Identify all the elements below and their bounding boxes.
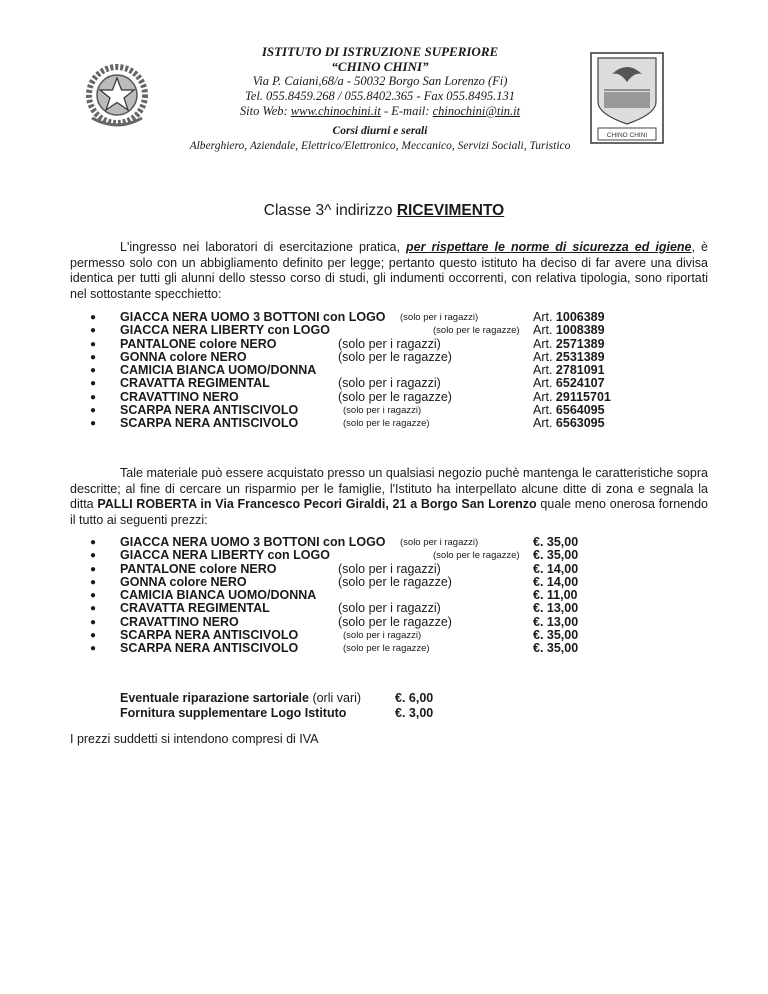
item-code bbox=[533, 417, 605, 430]
extra-row bbox=[120, 705, 434, 721]
school-crest-icon bbox=[590, 52, 664, 144]
item-note: (solo per i ragazzi) bbox=[400, 537, 479, 548]
class-prefix: Classe 3^ indirizzo bbox=[263, 202, 397, 219]
item-price: €. 35,00 bbox=[533, 628, 579, 643]
code-label: Art. bbox=[533, 376, 556, 391]
price-row bbox=[90, 576, 650, 589]
item-note: (solo per i ragazzi) bbox=[338, 601, 441, 616]
shop-text-2: quale meno onerosa fornendo il tutto ai seguenti prezzi: bbox=[70, 497, 708, 527]
item-code bbox=[533, 338, 605, 351]
item-price: €. 35,00 bbox=[533, 548, 579, 563]
code-label: Art. bbox=[533, 416, 556, 431]
email-label: - E-mail: bbox=[380, 104, 433, 118]
item-name: CRAVATTINO NERO bbox=[120, 389, 239, 404]
item-note: (solo per i ragazzi) bbox=[338, 561, 441, 576]
intro-text-1: L'ingresso nei laboratori di esercitazione pratica, bbox=[120, 240, 407, 254]
item-note: (solo per le ragazze) bbox=[338, 614, 452, 629]
item-code bbox=[533, 324, 605, 337]
code-label: Art. bbox=[533, 310, 556, 324]
courses-list: Alberghiero, Aziendale, Elettrico/Elettronico, Meccanico, Servizi Sociali, Turistico bbox=[189, 140, 571, 152]
item-note: (solo per le ragazze) bbox=[343, 643, 430, 655]
price-row bbox=[90, 616, 650, 629]
extras-list bbox=[120, 691, 434, 720]
school-contacts bbox=[150, 104, 610, 119]
item-name: GIACCA NERA UOMO 3 BOTTONI con LOGO bbox=[120, 310, 386, 324]
item-name: SCARPA NERA ANTISCIVOLO bbox=[120, 416, 299, 431]
price-row bbox=[90, 549, 650, 562]
item-name: SCARPA NERA ANTISCIVOLO bbox=[120, 628, 299, 643]
item-note: (solo per le ragazze) bbox=[343, 418, 430, 430]
extra-row bbox=[120, 691, 434, 706]
item-price: €. 35,00 bbox=[533, 641, 579, 656]
email-link[interactable]: chinochini@tin.it bbox=[432, 104, 521, 118]
item-note: (solo per le ragazze) bbox=[433, 325, 520, 337]
vat-note: I prezzi suddetti si intendono compresi di IVA bbox=[70, 732, 319, 746]
web-link[interactable]: www.chinochini.it bbox=[290, 104, 381, 118]
item-name: CAMICIA BIANCA UOMO/DONNA bbox=[120, 588, 317, 603]
price-row bbox=[90, 563, 650, 576]
class-heading bbox=[0, 202, 768, 220]
item-name: CAMICIA BIANCA UOMO/DONNA bbox=[120, 363, 317, 378]
item-note: (solo per i ragazzi) bbox=[338, 376, 441, 391]
item-note: (solo per i ragazzi) bbox=[400, 312, 479, 323]
price-row bbox=[90, 642, 650, 655]
bullet-icon: ● bbox=[90, 630, 97, 642]
extra-note: (orli vari) bbox=[308, 691, 362, 705]
item-price: €. 13,00 bbox=[533, 601, 579, 616]
item-note: (solo per le ragazze) bbox=[338, 389, 452, 404]
code-label: Art. bbox=[533, 389, 556, 404]
item-price: €. 13,00 bbox=[533, 614, 579, 629]
bullet-icon: ● bbox=[90, 643, 97, 655]
item-code bbox=[533, 364, 605, 377]
code-label: Art. bbox=[533, 323, 556, 338]
code-row bbox=[90, 311, 650, 324]
courses-title: Corsi diurni e serali bbox=[332, 125, 428, 137]
item-code bbox=[533, 351, 605, 364]
price-row bbox=[90, 629, 650, 642]
item-code bbox=[533, 377, 605, 390]
item-note: (solo per i ragazzi) bbox=[338, 336, 441, 351]
bullet-icon: ● bbox=[90, 351, 97, 363]
bullet-icon: ● bbox=[90, 405, 97, 417]
item-name: SCARPA NERA ANTISCIVOLO bbox=[120, 641, 299, 656]
bullet-icon: ● bbox=[90, 391, 97, 403]
school-name: “CHINO CHINI” bbox=[331, 59, 429, 74]
code-label: Art. bbox=[533, 336, 556, 351]
institute-title: ISTITUTO DI ISTRUZIONE SUPERIORE bbox=[261, 44, 499, 59]
item-code bbox=[533, 404, 605, 417]
item-price: €. 14,00 bbox=[533, 561, 579, 576]
bullet-icon: ● bbox=[90, 338, 97, 350]
class-name: RICEVIMENTO bbox=[396, 202, 505, 219]
item-name: PANTALONE colore NERO bbox=[120, 336, 277, 351]
extra-price: €. 6,00 bbox=[395, 691, 434, 705]
code-row bbox=[90, 404, 650, 417]
web-label: Sito Web: bbox=[239, 104, 291, 118]
items-codes-list bbox=[90, 311, 650, 431]
bullet-icon: ● bbox=[90, 378, 97, 390]
shop-text-1: Tale materiale può essere acquistato presso un qualsiasi negozio puchè mantenga le caratteristiche sopra descritte; al fine di cercare un risparmio per le famiglie, l'Istituto ha interpellato alcune ditte di zona e segnala la ditta bbox=[70, 466, 708, 511]
price-row bbox=[90, 536, 650, 549]
school-address: Via P. Caiani,68/a - 50032 Borgo San Lorenzo (Fi) bbox=[252, 74, 508, 88]
item-name: GIACCA NERA LIBERTY con LOGO bbox=[120, 323, 330, 338]
code-value: 6524107 bbox=[555, 376, 605, 391]
price-row bbox=[90, 589, 650, 602]
code-value: 6563095 bbox=[555, 416, 605, 431]
extra-price: €. 3,00 bbox=[395, 705, 434, 720]
item-name: GIACCA NERA LIBERTY con LOGO bbox=[120, 548, 330, 563]
code-label: Art. bbox=[533, 403, 556, 418]
code-value: 6564095 bbox=[555, 403, 605, 418]
price-row bbox=[90, 602, 650, 615]
code-value: 29115701 bbox=[555, 389, 611, 404]
bullet-icon: ● bbox=[90, 590, 97, 602]
item-note: (solo per i ragazzi) bbox=[343, 405, 422, 417]
code-row bbox=[90, 364, 650, 377]
code-row bbox=[90, 351, 650, 364]
item-name: CRAVATTA REGIMENTAL bbox=[120, 376, 270, 391]
extra-label: Eventuale riparazione sartoriale bbox=[120, 691, 309, 705]
item-price: €. 11,00 bbox=[533, 588, 578, 603]
item-name: GONNA colore NERO bbox=[120, 574, 247, 589]
school-phones: Tel. 055.8459.268 / 055.8402.365 - Fax 055.8495.131 bbox=[244, 89, 516, 103]
item-name: SCARPA NERA ANTISCIVOLO bbox=[120, 403, 299, 418]
item-code bbox=[533, 391, 611, 404]
bullet-icon: ● bbox=[90, 563, 97, 575]
intro-paragraph bbox=[70, 240, 708, 302]
item-note: (solo per i ragazzi) bbox=[343, 630, 422, 642]
bullet-icon: ● bbox=[90, 603, 97, 615]
extra-label: Fornitura supplementare Logo Istituto bbox=[120, 705, 347, 720]
code-value: 2781091 bbox=[555, 363, 605, 378]
code-row bbox=[90, 324, 650, 337]
bullet-icon: ● bbox=[90, 537, 97, 548]
code-value: 1008389 bbox=[555, 323, 605, 338]
item-name: GIACCA NERA UOMO 3 BOTTONI con LOGO bbox=[120, 535, 386, 549]
item-name: GONNA colore NERO bbox=[120, 349, 247, 364]
bullet-icon: ● bbox=[90, 550, 97, 562]
code-row bbox=[90, 377, 650, 390]
shop-paragraph bbox=[70, 466, 708, 528]
shop-store: PALLI ROBERTA in Via Francesco Pecori Giraldi, 21 a Borgo San Lorenzo bbox=[97, 497, 537, 511]
code-row bbox=[90, 391, 650, 404]
code-value: 2531389 bbox=[555, 349, 605, 364]
code-value: 1006389 bbox=[555, 310, 605, 324]
item-note: (solo per le ragazze) bbox=[433, 550, 520, 562]
bullet-icon: ● bbox=[90, 325, 97, 337]
code-value: 2571389 bbox=[555, 336, 605, 351]
intro-text-2: , è permesso solo con un abbigliamento definito per legge; pertanto questo istituto ha deciso di far avere una divisa identica per tutti gli alunni dello stesso corso di studi, gli indumenti occorrenti, con relativa tipologia, sono riportati nel sottostante specchietto: bbox=[70, 240, 708, 301]
items-prices-list bbox=[90, 536, 650, 656]
svg-text:CHINO CHINI: CHINO CHINI bbox=[606, 132, 648, 139]
code-label: Art. bbox=[533, 349, 556, 364]
italian-republic-emblem-icon bbox=[78, 60, 156, 130]
bullet-icon: ● bbox=[90, 365, 97, 377]
bullet-icon: ● bbox=[90, 418, 97, 430]
code-row bbox=[90, 417, 650, 430]
intro-emphasis: per rispettare le norme di sicurezza ed igiene bbox=[406, 240, 692, 254]
item-code bbox=[533, 311, 605, 324]
item-note: (solo per le ragazze) bbox=[338, 349, 452, 364]
bullet-icon: ● bbox=[90, 576, 97, 588]
item-name: PANTALONE colore NERO bbox=[120, 561, 277, 576]
item-price: €. 35,00 bbox=[533, 535, 579, 549]
item-price: €. 14,00 bbox=[533, 574, 579, 589]
item-name: CRAVATTA REGIMENTAL bbox=[120, 601, 270, 616]
item-name: CRAVATTINO NERO bbox=[120, 614, 239, 629]
code-row bbox=[90, 338, 650, 351]
bullet-icon: ● bbox=[90, 312, 97, 323]
item-note: (solo per le ragazze) bbox=[338, 574, 452, 589]
code-label: Art. bbox=[533, 363, 556, 378]
bullet-icon: ● bbox=[90, 616, 97, 628]
